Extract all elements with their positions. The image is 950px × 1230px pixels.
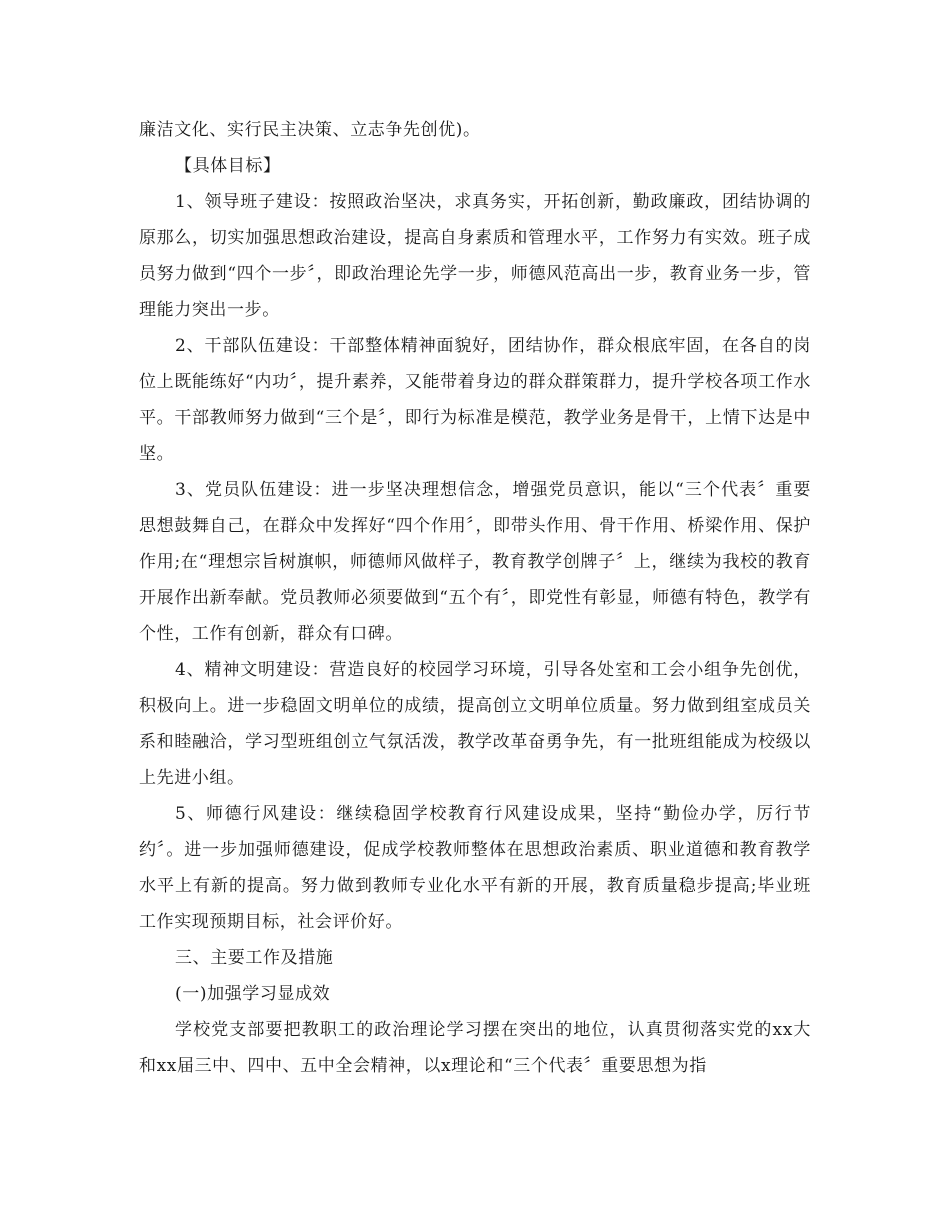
section-heading-main-work: 三、主要工作及措施 [175, 948, 334, 968]
paragraph-cadre-building: 2、干部队伍建设：干部整体精神面貌好，团结协作，群众根底牢固，在各自的岗位上既能练好“内功〞，提升素养，又能带着身边的群众群策群力，提升学校各项工作水平。干部教师努力做到“三个是〞，即行为标准是模范，教学业务是骨干，上情下达是中坚。 [139, 336, 811, 464]
paragraph-civilization-building: 4、精神文明建设：营造良好的校园学习环境，引导各处室和工会小组争先创优，积极向上。进一步稳固文明单位的成绩，提高创立文明单位质量。努力做到组室成员关系和睦融洽，学习型班组创立气氛活泼，教学改革奋勇争先，有一批班组能成为校级以上先进小组。 [139, 660, 811, 788]
document-body [139, 112, 811, 1084]
paragraph-ethics-building: 5、师德行风建设：继续稳固学校教育行风建设成果，坚持“勤俭办学，厉行节约〞。进一步加强师德建设，促成学校教师整体在思想政治素质、职业道德和教育教学水平上有新的提高。努力做到教师专业化水平有新的开展，教育质量稳步提高;毕业班工作实现预期目标，社会评价好。 [139, 804, 811, 932]
paragraph-continuation: 廉洁文化、实行民主决策、立志争先创优)。 [139, 120, 481, 140]
section-heading-specific-goals: 【具体目标】 [175, 156, 281, 176]
paragraph-party-member-building: 3、党员队伍建设：进一步坚决理想信念，增强党员意识，能以“三个代表〞重要思想鼓舞自己，在群众中发挥好“四个作用〞，即带头作用、骨干作用、桥梁作用、保护作用;在“理想宗旨树旗帜，师德师风做样子，教育教学创牌子〞上，继续为我校的教育开展作出新奉献。党员教师必须要做到“五个有〞，即党性有彰显，师德有特色，教学有个性，工作有创新，群众有口碑。 [139, 480, 811, 644]
paragraph-leadership-building: 1、领导班子建设：按照政治坚决，求真务实，开拓创新，勤政廉政，团结协调的原那么，切实加强思想政治建设，提高自身素质和管理水平，工作努力有实效。班子成员努力做到“四个一步〞，即政治理论先学一步，师德风范高出一步，教育业务一步，管理能力突出一步。 [139, 192, 811, 320]
paragraph-study-details: 学校党支部要把教职工的政治理论学习摆在突出的地位，认真贯彻落实党的xx大和xx届三中、四中、五中全会精神，以x理论和“三个代表〞重要思想为指 [139, 1020, 811, 1076]
subsection-heading-study: (一)加强学习显成效 [175, 984, 331, 1004]
